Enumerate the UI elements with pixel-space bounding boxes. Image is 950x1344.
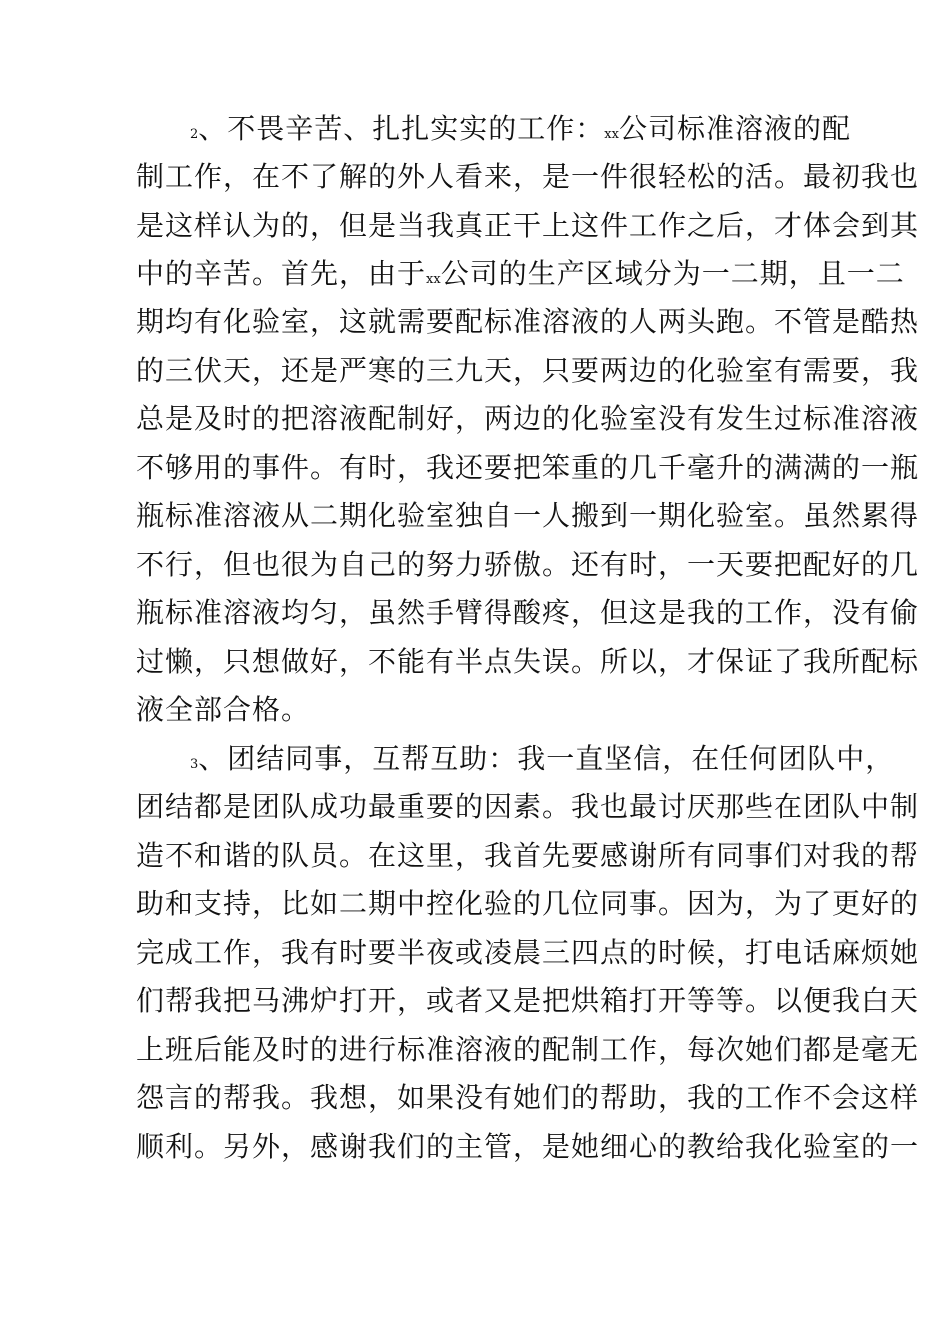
paragraph-3-line-5: 完成工作，我有时要半夜或凌晨三四点的时候，打电话麻烦她 [136,936,920,969]
paragraph-3-line-1 [190,734,894,784]
paragraph-2-line-4-rest: 公司的生产区域分为一二期，且一二 [440,257,905,290]
paragraph-2-heading-rest: 公司标准溶液的配 [618,112,851,145]
paragraph-3-line-2: 团结都是团队成功最重要的因素。我也最讨厌那些在团队中制 [136,790,920,823]
paragraph-2-number: 2 [190,127,199,142]
company-abbreviation: xx [604,127,619,142]
paragraph-2-line-5: 期均有化验室，这就需要配标准溶液的人两头跑。不管是酷热 [136,305,920,338]
paragraph-2-line-4 [136,249,905,299]
paragraph-2-line-13: 液全部合格。 [136,693,311,726]
paragraph-2-line-2: 制工作，在不了解的外人看来，是一件很轻松的活。最初我也 [136,160,920,193]
paragraph-2-line-6: 的三伏天，还是严寒的三九天，只要两边的化验室有需要，我 [136,354,920,387]
paragraph-3-line-8: 怨言的帮我。我想，如果没有她们的帮助，我的工作不会这样 [136,1081,920,1114]
paragraph-3-line-9: 顺利。另外，感谢我们的主管，是她细心的教给我化验室的一 [136,1130,920,1163]
paragraph-3-line-4: 助和支持，比如二期中控化验的几位同事。因为，为了更好的 [136,887,920,920]
paragraph-2-line-10: 不行，但也很为自己的努力骄傲。还有时，一天要把配好的几 [136,548,920,581]
paragraph-2-line-4-text: 中的辛苦。首先，由于 [136,257,427,290]
paragraph-2-line-11: 瓶标准溶液均匀，虽然手臂得酸疼，但这是我的工作，没有偷 [136,596,920,629]
paragraph-2-line-3: 是这样认为的，但是当我真正干上这件工作之后，才体会到其 [136,209,920,242]
paragraph-3-line-3: 造不和谐的队员。在这里，我首先要感谢所有同事们对我的帮 [136,839,920,872]
paragraph-2-line-9: 瓶标准溶液从二期化验室独自一人搬到一期化验室。虽然累得 [136,499,920,532]
paragraph-2-line-8: 不够用的事件。有时，我还要把笨重的几千毫升的满满的一瓶 [136,451,920,484]
paragraph-3-line-7: 上班后能及时的进行标准溶液的配制工作，每次她们都是毫无 [136,1033,920,1066]
paragraph-2-line-7: 总是及时的把溶液配制好，两边的化验室没有发生过标准溶液 [136,402,920,435]
paragraph-3-number: 3 [190,757,199,772]
company-abbreviation: xx [426,272,441,287]
paragraph-2-line-12: 过懒，只想做好，不能有半点失误。所以，才保证了我所配标 [136,645,920,678]
paragraph-2-line-1 [190,104,851,154]
paragraph-3-line-6: 们帮我把马沸炉打开，或者又是把烘箱打开等等。以便我白天 [136,984,920,1017]
paragraph-2-heading-text: 、不畏辛苦、扎扎实实的工作： [198,112,605,145]
paragraph-3-heading-text: 、团结同事，互帮互助：我一直坚信，在任何团队中， [198,742,895,775]
